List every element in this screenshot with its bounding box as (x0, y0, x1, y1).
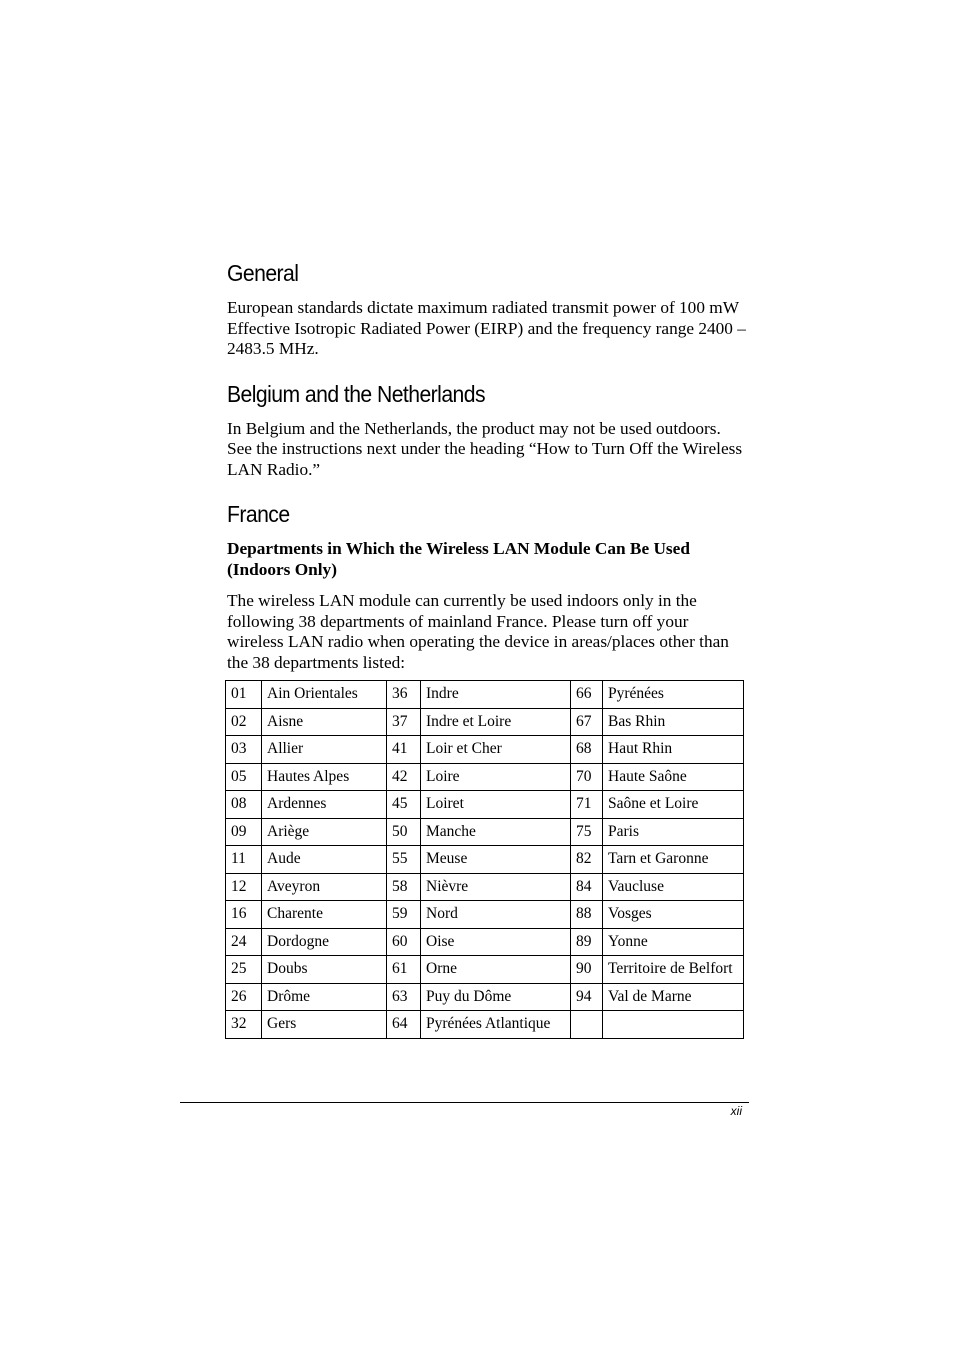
footer-divider (180, 1102, 749, 1103)
department-number-cell: 16 (226, 901, 262, 929)
department-number-cell: 26 (226, 983, 262, 1011)
table-row (226, 983, 744, 1011)
department-number-cell: 02 (226, 708, 262, 736)
department-number-cell: 59 (387, 901, 421, 929)
table-row (226, 901, 744, 929)
department-name-cell: Pyrénées Atlantique (421, 1011, 571, 1039)
department-name-cell: Territoire de Belfort (603, 956, 744, 984)
department-number-cell: 37 (387, 708, 421, 736)
department-number-cell: 75 (571, 818, 603, 846)
department-number-cell: 70 (571, 763, 603, 791)
department-name-cell: Indre (421, 681, 571, 709)
department-number-cell: 12 (226, 873, 262, 901)
department-number-cell: 25 (226, 956, 262, 984)
department-name-cell: Orne (421, 956, 571, 984)
department-number-cell: 82 (571, 846, 603, 874)
department-number-cell: 89 (571, 928, 603, 956)
department-name-cell: Gers (262, 1011, 387, 1039)
department-name-cell: Nièvre (421, 873, 571, 901)
department-name-cell: Haut Rhin (603, 736, 744, 764)
department-name-cell: Loir et Cher (421, 736, 571, 764)
department-number-cell: 94 (571, 983, 603, 1011)
department-number-cell: 66 (571, 681, 603, 709)
table-row (226, 818, 744, 846)
department-number-cell: 01 (226, 681, 262, 709)
departments-table (225, 680, 744, 1039)
department-number-cell: 67 (571, 708, 603, 736)
department-name-cell: Puy du Dôme (421, 983, 571, 1011)
department-name-cell: Vosges (603, 901, 744, 929)
department-number-cell: 55 (387, 846, 421, 874)
department-name-cell: Ariège (262, 818, 387, 846)
department-name-cell: Haute Saône (603, 763, 744, 791)
department-name-cell: Ain Orientales (262, 681, 387, 709)
table-row (226, 763, 744, 791)
department-name-cell: Tarn et Garonne (603, 846, 744, 874)
belgium-netherlands-paragraph: In Belgium and the Netherlands, the product may not be used outdoors. See the instructions next under the heading “How to Turn Off the Wireless LAN Radio.” (227, 418, 743, 479)
belgium-netherlands-heading: Belgium and the Netherlands (227, 380, 486, 407)
table-row (226, 928, 744, 956)
department-number-cell: 68 (571, 736, 603, 764)
departments-subheading: Departments in Which the Wireless LAN Module Can Be Used (Indoors Only) (227, 539, 690, 579)
page-content (227, 252, 747, 673)
department-name-cell: Yonne (603, 928, 744, 956)
department-number-cell: 63 (387, 983, 421, 1011)
table-row (226, 873, 744, 901)
general-heading: General (227, 260, 299, 286)
department-name-cell: Nord (421, 901, 571, 929)
department-name-cell: Dordogne (262, 928, 387, 956)
department-name-cell: Aude (262, 846, 387, 874)
department-name-cell: Drôme (262, 983, 387, 1011)
table-row (226, 846, 744, 874)
department-number-cell: 61 (387, 956, 421, 984)
department-name-cell: Oise (421, 928, 571, 956)
department-number-cell: 36 (387, 681, 421, 709)
department-number-cell: 41 (387, 736, 421, 764)
department-name-cell (603, 1011, 744, 1039)
department-name-cell: Pyrénées (603, 681, 744, 709)
table-row (226, 956, 744, 984)
department-number-cell: 32 (226, 1011, 262, 1039)
department-name-cell: Saône et Loire (603, 791, 744, 819)
table-row (226, 791, 744, 819)
department-number-cell: 05 (226, 763, 262, 791)
department-name-cell: Loire (421, 763, 571, 791)
table-row (226, 681, 744, 709)
department-number-cell: 11 (226, 846, 262, 874)
table-row (226, 736, 744, 764)
department-name-cell: Aveyron (262, 873, 387, 901)
department-name-cell: Charente (262, 901, 387, 929)
department-number-cell: 50 (387, 818, 421, 846)
table-row (226, 708, 744, 736)
department-name-cell: Indre et Loire (421, 708, 571, 736)
department-number-cell: 64 (387, 1011, 421, 1039)
department-name-cell: Val de Marne (603, 983, 744, 1011)
department-name-cell: Ardennes (262, 791, 387, 819)
department-number-cell: 88 (571, 901, 603, 929)
department-number-cell: 45 (387, 791, 421, 819)
france-heading: France (227, 501, 290, 527)
department-number-cell: 90 (571, 956, 603, 984)
department-number-cell: 71 (571, 791, 603, 819)
department-name-cell: Aisne (262, 708, 387, 736)
general-paragraph: European standards dictate maximum radiated transmit power of 100 mW Effective Isotropic Radiated Power (EIRP) and the frequency range 2400 – 2483.5 MHz. (227, 298, 746, 358)
table-row (226, 1011, 744, 1039)
page-number: xii (730, 1104, 742, 1118)
department-number-cell: 03 (226, 736, 262, 764)
department-number-cell: 42 (387, 763, 421, 791)
department-name-cell: Manche (421, 818, 571, 846)
france-paragraph: The wireless LAN module can currently be used indoors only in the following 38 departments of mainland France. Please turn off your wireless LAN radio when operating the device in areas/places other than the 38 departments listed: (227, 591, 729, 672)
department-number-cell: 08 (226, 791, 262, 819)
department-name-cell: Meuse (421, 846, 571, 874)
department-name-cell: Allier (262, 736, 387, 764)
department-name-cell: Bas Rhin (603, 708, 744, 736)
department-name-cell: Doubs (262, 956, 387, 984)
department-number-cell: 24 (226, 928, 262, 956)
department-name-cell: Paris (603, 818, 744, 846)
department-number-cell: 58 (387, 873, 421, 901)
department-number-cell: 60 (387, 928, 421, 956)
department-number-cell: 09 (226, 818, 262, 846)
department-name-cell: Hautes Alpes (262, 763, 387, 791)
department-number-cell (571, 1011, 603, 1039)
department-number-cell: 84 (571, 873, 603, 901)
department-name-cell: Loiret (421, 791, 571, 819)
department-name-cell: Vaucluse (603, 873, 744, 901)
